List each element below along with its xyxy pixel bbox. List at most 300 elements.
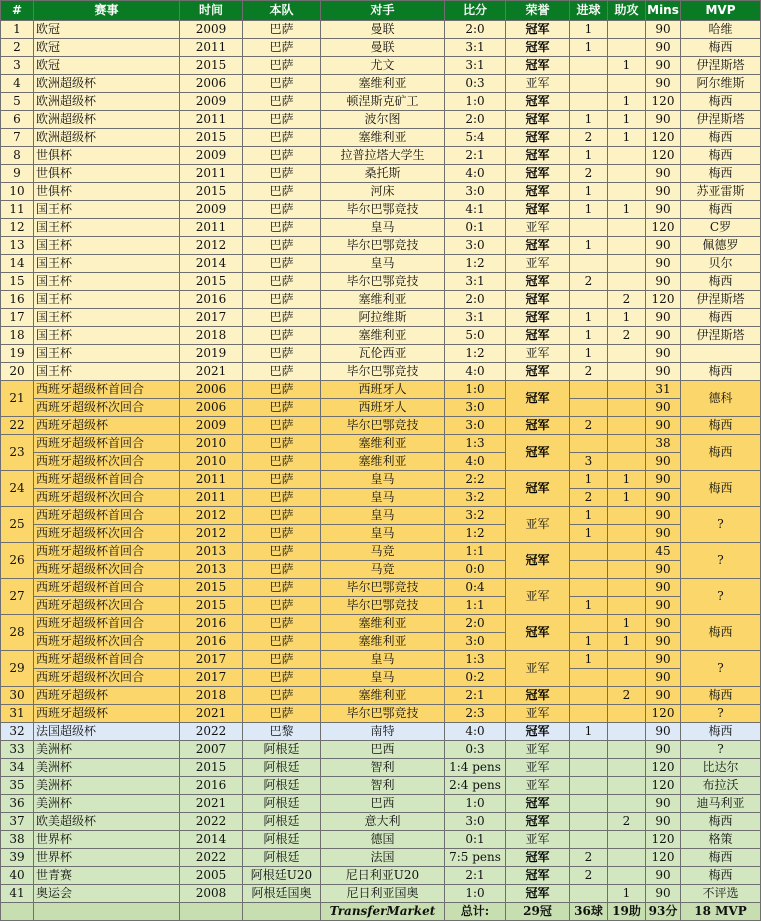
- opponent-cell: 皇马: [321, 525, 445, 543]
- table-row: [1, 525, 761, 543]
- assists-cell: [608, 669, 646, 687]
- assists-cell: [608, 741, 646, 759]
- opponent-cell: 桑托斯: [321, 165, 445, 183]
- event-cell: 国王杯: [34, 255, 180, 273]
- assists-cell: [608, 525, 646, 543]
- total-mins: 93分: [646, 903, 681, 921]
- table-row: [1, 237, 761, 255]
- year-cell: 2011: [180, 489, 243, 507]
- assists-cell: [608, 363, 646, 381]
- year-cell: 2011: [180, 39, 243, 57]
- mins-cell: 90: [646, 507, 681, 525]
- team-cell: 巴萨: [243, 291, 321, 309]
- opponent-cell: 皇马: [321, 489, 445, 507]
- header-mvp: MVP: [681, 1, 761, 21]
- score-cell: 3:1: [445, 39, 506, 57]
- goals-cell: 1: [570, 471, 608, 489]
- mins-cell: 90: [646, 561, 681, 579]
- team-cell: 巴萨: [243, 399, 321, 417]
- score-cell: 2:1: [445, 147, 506, 165]
- opponent-cell: 西班牙人: [321, 381, 445, 399]
- year-cell: 2016: [180, 633, 243, 651]
- assists-cell: [608, 165, 646, 183]
- year-cell: 2017: [180, 669, 243, 687]
- event-cell: 西班牙超级杯次回合: [34, 453, 180, 471]
- row-index: 23: [1, 435, 34, 471]
- assists-cell: [608, 831, 646, 849]
- team-cell: 巴萨: [243, 471, 321, 489]
- assists-cell: 1: [608, 885, 646, 903]
- goals-cell: 1: [570, 309, 608, 327]
- row-index: 20: [1, 363, 34, 381]
- header-assists: 助攻: [608, 1, 646, 21]
- row-index: 9: [1, 165, 34, 183]
- mvp-cell: 阿尔维斯: [681, 75, 761, 93]
- year-cell: 2019: [180, 345, 243, 363]
- score-cell: 1:0: [445, 795, 506, 813]
- opponent-cell: 阿拉维斯: [321, 309, 445, 327]
- year-cell: 2014: [180, 831, 243, 849]
- mins-cell: 90: [646, 399, 681, 417]
- event-cell: 国王杯: [34, 201, 180, 219]
- mins-cell: 90: [646, 201, 681, 219]
- opponent-cell: 巴西: [321, 795, 445, 813]
- honor-cell: 冠军: [506, 57, 570, 75]
- event-cell: 欧美超级杯: [34, 813, 180, 831]
- honor-cell: 冠军: [506, 129, 570, 147]
- team-cell: 巴萨: [243, 705, 321, 723]
- goals-cell: [570, 777, 608, 795]
- honor-cell: 冠军: [506, 291, 570, 309]
- opponent-cell: 西班牙人: [321, 399, 445, 417]
- event-cell: 西班牙超级杯次回合: [34, 399, 180, 417]
- score-cell: 0:1: [445, 219, 506, 237]
- honor-cell: 冠军: [506, 813, 570, 831]
- mins-cell: 120: [646, 831, 681, 849]
- mins-cell: 120: [646, 849, 681, 867]
- honor-cell: 亚军: [506, 705, 570, 723]
- assists-cell: [608, 219, 646, 237]
- goals-cell: 1: [570, 237, 608, 255]
- opponent-cell: 塞维利亚: [321, 129, 445, 147]
- score-cell: 5:0: [445, 327, 506, 345]
- honor-cell: 冠军: [506, 21, 570, 39]
- table-row: [1, 309, 761, 327]
- assists-cell: [608, 453, 646, 471]
- event-cell: 国王杯: [34, 237, 180, 255]
- team-cell: 巴萨: [243, 75, 321, 93]
- year-cell: 2006: [180, 75, 243, 93]
- team-cell: 阿根廷: [243, 831, 321, 849]
- goals-cell: [570, 219, 608, 237]
- opponent-cell: 毕尔巴鄂竞技: [321, 273, 445, 291]
- opponent-cell: 塞维利亚: [321, 453, 445, 471]
- team-cell: 阿根廷: [243, 759, 321, 777]
- honor-cell: 亚军: [506, 255, 570, 273]
- mins-cell: 120: [646, 129, 681, 147]
- score-cell: 3:0: [445, 237, 506, 255]
- honor-cell: 亚军: [506, 777, 570, 795]
- row-index: 12: [1, 219, 34, 237]
- team-cell: 阿根廷国奥: [243, 885, 321, 903]
- team-cell: 巴萨: [243, 21, 321, 39]
- table-row: [1, 831, 761, 849]
- assists-cell: [608, 39, 646, 57]
- row-index: 32: [1, 723, 34, 741]
- totals-row: [1, 903, 761, 921]
- score-cell: 4:0: [445, 363, 506, 381]
- team-cell: 巴萨: [243, 687, 321, 705]
- team-cell: 巴萨: [243, 273, 321, 291]
- mvp-cell: 梅西: [681, 867, 761, 885]
- assists-cell: 1: [608, 615, 646, 633]
- team-cell: 阿根廷: [243, 795, 321, 813]
- table-row: [1, 579, 761, 597]
- header-honor: 荣誉: [506, 1, 570, 21]
- event-cell: 国王杯: [34, 309, 180, 327]
- year-cell: 2011: [180, 219, 243, 237]
- honor-cell: 冠军: [506, 381, 570, 417]
- opponent-cell: 顿涅斯克矿工: [321, 93, 445, 111]
- year-cell: 2013: [180, 543, 243, 561]
- event-cell: 西班牙超级杯首回合: [34, 543, 180, 561]
- goals-cell: [570, 75, 608, 93]
- row-index: 35: [1, 777, 34, 795]
- total-titles: 29冠: [506, 903, 570, 921]
- event-cell: 国王杯: [34, 273, 180, 291]
- assists-cell: 1: [608, 309, 646, 327]
- opponent-cell: 皇马: [321, 219, 445, 237]
- score-cell: 2:3: [445, 705, 506, 723]
- event-cell: 世俱杯: [34, 165, 180, 183]
- opponent-cell: 皇马: [321, 669, 445, 687]
- table-row: [1, 759, 761, 777]
- mins-cell: 90: [646, 111, 681, 129]
- header-team: 本队: [243, 1, 321, 21]
- year-cell: 2022: [180, 849, 243, 867]
- header-event: 赛事: [34, 1, 180, 21]
- event-cell: 西班牙超级杯首回合: [34, 507, 180, 525]
- honor-cell: 冠军: [506, 273, 570, 291]
- opponent-cell: 巴西: [321, 741, 445, 759]
- opponent-cell: 曼联: [321, 21, 445, 39]
- year-cell: 2015: [180, 597, 243, 615]
- mins-cell: 120: [646, 93, 681, 111]
- score-cell: 2:1: [445, 687, 506, 705]
- goals-cell: [570, 381, 608, 399]
- year-cell: 2006: [180, 399, 243, 417]
- event-cell: 美洲杯: [34, 795, 180, 813]
- row-index: 8: [1, 147, 34, 165]
- goals-cell: [570, 93, 608, 111]
- opponent-cell: 瓦伦西亚: [321, 345, 445, 363]
- mvp-cell: 梅西: [681, 273, 761, 291]
- row-index: 7: [1, 129, 34, 147]
- opponent-cell: 塞维利亚: [321, 615, 445, 633]
- goals-cell: [570, 669, 608, 687]
- goals-cell: 1: [570, 39, 608, 57]
- goals-cell: [570, 399, 608, 417]
- mvp-cell: 梅西: [681, 93, 761, 111]
- goals-cell: [570, 57, 608, 75]
- year-cell: 2022: [180, 813, 243, 831]
- honor-cell: 亚军: [506, 651, 570, 687]
- event-cell: 欧冠: [34, 21, 180, 39]
- mins-cell: 90: [646, 795, 681, 813]
- goals-cell: 1: [570, 183, 608, 201]
- row-index: 29: [1, 651, 34, 687]
- header-score: 比分: [445, 1, 506, 21]
- score-cell: 4:0: [445, 723, 506, 741]
- table-row: [1, 291, 761, 309]
- mins-cell: 90: [646, 813, 681, 831]
- score-cell: 2:0: [445, 615, 506, 633]
- total-assists: 19助: [608, 903, 646, 921]
- table-row: [1, 255, 761, 273]
- mins-cell: 90: [646, 651, 681, 669]
- event-cell: 西班牙超级杯: [34, 687, 180, 705]
- totals-blank-3: [180, 903, 243, 921]
- event-cell: 西班牙超级杯首回合: [34, 381, 180, 399]
- mvp-cell: 梅西: [681, 309, 761, 327]
- goals-cell: 2: [570, 129, 608, 147]
- table-row: [1, 165, 761, 183]
- honor-cell: 冠军: [506, 183, 570, 201]
- honor-cell: 亚军: [506, 831, 570, 849]
- mvp-cell: 梅西: [681, 435, 761, 471]
- mins-cell: 120: [646, 291, 681, 309]
- table-row: [1, 471, 761, 489]
- mins-cell: 90: [646, 309, 681, 327]
- assists-cell: [608, 507, 646, 525]
- goals-cell: 1: [570, 597, 608, 615]
- year-cell: 2022: [180, 723, 243, 741]
- year-cell: 2012: [180, 507, 243, 525]
- mvp-cell: 不评选: [681, 885, 761, 903]
- row-index: 10: [1, 183, 34, 201]
- table-row: [1, 453, 761, 471]
- honor-cell: 冠军: [506, 615, 570, 651]
- row-index: 17: [1, 309, 34, 327]
- row-index: 6: [1, 111, 34, 129]
- row-index: 30: [1, 687, 34, 705]
- team-cell: 巴萨: [243, 633, 321, 651]
- assists-cell: [608, 75, 646, 93]
- team-cell: 巴萨: [243, 93, 321, 111]
- opponent-cell: 波尔图: [321, 111, 445, 129]
- year-cell: 2009: [180, 201, 243, 219]
- assists-cell: 1: [608, 129, 646, 147]
- team-cell: 巴萨: [243, 507, 321, 525]
- table-row: [1, 849, 761, 867]
- mvp-cell: 贝尔: [681, 255, 761, 273]
- row-index: 25: [1, 507, 34, 543]
- goals-cell: 1: [570, 345, 608, 363]
- mins-cell: 90: [646, 885, 681, 903]
- mins-cell: 90: [646, 579, 681, 597]
- event-cell: 世界杯: [34, 831, 180, 849]
- mvp-cell: 梅西: [681, 129, 761, 147]
- goals-cell: [570, 255, 608, 273]
- table-row: [1, 129, 761, 147]
- goals-cell: [570, 561, 608, 579]
- score-cell: 4:1: [445, 201, 506, 219]
- row-index: 31: [1, 705, 34, 723]
- team-cell: 巴萨: [243, 669, 321, 687]
- event-cell: 世俱杯: [34, 147, 180, 165]
- team-cell: 巴萨: [243, 525, 321, 543]
- honor-cell: 亚军: [506, 741, 570, 759]
- event-cell: 美洲杯: [34, 741, 180, 759]
- team-cell: 巴萨: [243, 435, 321, 453]
- mins-cell: 90: [646, 183, 681, 201]
- honor-cell: 亚军: [506, 219, 570, 237]
- score-cell: 0:3: [445, 741, 506, 759]
- goals-cell: [570, 795, 608, 813]
- table-row: [1, 741, 761, 759]
- score-cell: 3:0: [445, 417, 506, 435]
- team-cell: 巴萨: [243, 327, 321, 345]
- mvp-cell: 梅西: [681, 147, 761, 165]
- opponent-cell: 皇马: [321, 255, 445, 273]
- mvp-cell: 梅西: [681, 813, 761, 831]
- assists-cell: [608, 849, 646, 867]
- year-cell: 2014: [180, 255, 243, 273]
- mvp-cell: 格策: [681, 831, 761, 849]
- row-index: 39: [1, 849, 34, 867]
- year-cell: 2011: [180, 471, 243, 489]
- honor-cell: 冠军: [506, 201, 570, 219]
- mins-cell: 90: [646, 597, 681, 615]
- table-row: [1, 381, 761, 399]
- table-row: [1, 183, 761, 201]
- year-cell: 2012: [180, 237, 243, 255]
- mins-cell: 90: [646, 345, 681, 363]
- assists-cell: 1: [608, 471, 646, 489]
- team-cell: 巴萨: [243, 543, 321, 561]
- assists-cell: [608, 417, 646, 435]
- score-cell: 2:4 pens: [445, 777, 506, 795]
- table-row: [1, 345, 761, 363]
- mins-cell: 120: [646, 147, 681, 165]
- mins-cell: 90: [646, 741, 681, 759]
- mins-cell: 120: [646, 759, 681, 777]
- year-cell: 2015: [180, 759, 243, 777]
- score-cell: 1:0: [445, 381, 506, 399]
- mvp-cell: 梅西: [681, 165, 761, 183]
- mins-cell: 90: [646, 57, 681, 75]
- year-cell: 2015: [180, 273, 243, 291]
- event-cell: 西班牙超级杯次回合: [34, 597, 180, 615]
- assists-cell: [608, 795, 646, 813]
- year-cell: 2011: [180, 165, 243, 183]
- mvp-cell: ?: [681, 705, 761, 723]
- assists-cell: 2: [608, 813, 646, 831]
- opponent-cell: 智利: [321, 759, 445, 777]
- mins-cell: 90: [646, 525, 681, 543]
- goals-cell: [570, 687, 608, 705]
- opponent-cell: 塞维利亚: [321, 291, 445, 309]
- year-cell: 2010: [180, 453, 243, 471]
- honor-cell: 冠军: [506, 327, 570, 345]
- score-cell: 0:4: [445, 579, 506, 597]
- opponent-cell: 塞维利亚: [321, 633, 445, 651]
- opponent-cell: 智利: [321, 777, 445, 795]
- table-row: [1, 813, 761, 831]
- mvp-cell: ?: [681, 543, 761, 579]
- mins-cell: 120: [646, 777, 681, 795]
- opponent-cell: 塞维利亚: [321, 435, 445, 453]
- assists-cell: [608, 381, 646, 399]
- mins-cell: 90: [646, 489, 681, 507]
- team-cell: 巴萨: [243, 597, 321, 615]
- team-cell: 巴萨: [243, 453, 321, 471]
- row-index: 26: [1, 543, 34, 579]
- row-index: 33: [1, 741, 34, 759]
- team-cell: 阿根廷: [243, 777, 321, 795]
- mvp-cell: 梅西: [681, 471, 761, 507]
- score-cell: 3:0: [445, 633, 506, 651]
- team-cell: 阿根廷: [243, 741, 321, 759]
- goals-cell: 1: [570, 21, 608, 39]
- team-cell: 巴萨: [243, 651, 321, 669]
- goals-cell: 2: [570, 273, 608, 291]
- team-cell: 巴萨: [243, 561, 321, 579]
- year-cell: 2010: [180, 435, 243, 453]
- mvp-cell: [681, 345, 761, 363]
- table-row: [1, 57, 761, 75]
- score-cell: 4:0: [445, 453, 506, 471]
- score-cell: 2:0: [445, 21, 506, 39]
- team-cell: 阿根廷U20: [243, 867, 321, 885]
- honor-cell: 冠军: [506, 237, 570, 255]
- table-row: [1, 633, 761, 651]
- mins-cell: 90: [646, 867, 681, 885]
- honor-cell: 冠军: [506, 435, 570, 471]
- mins-cell: 45: [646, 543, 681, 561]
- honor-cell: 冠军: [506, 309, 570, 327]
- event-cell: 国王杯: [34, 219, 180, 237]
- goals-cell: [570, 435, 608, 453]
- honor-cell: 亚军: [506, 579, 570, 615]
- mvp-cell: 迪马利亚: [681, 795, 761, 813]
- assists-cell: [608, 255, 646, 273]
- event-cell: 世青赛: [34, 867, 180, 885]
- score-cell: 1:3: [445, 435, 506, 453]
- score-cell: 1:1: [445, 597, 506, 615]
- honor-cell: 冠军: [506, 885, 570, 903]
- year-cell: 2009: [180, 21, 243, 39]
- assists-cell: [608, 579, 646, 597]
- table-row: [1, 219, 761, 237]
- event-cell: 美洲杯: [34, 777, 180, 795]
- opponent-cell: 毕尔巴鄂竞技: [321, 705, 445, 723]
- mins-cell: 90: [646, 273, 681, 291]
- source-mark: TransferMarket: [321, 903, 445, 921]
- opponent-cell: 法国: [321, 849, 445, 867]
- honor-cell: 冠军: [506, 147, 570, 165]
- total-goals: 36球: [570, 903, 608, 921]
- score-cell: 1:2: [445, 255, 506, 273]
- goals-cell: [570, 615, 608, 633]
- header-year: 时间: [180, 1, 243, 21]
- row-index: 41: [1, 885, 34, 903]
- year-cell: 2009: [180, 417, 243, 435]
- year-cell: 2006: [180, 381, 243, 399]
- team-cell: 巴萨: [243, 129, 321, 147]
- assists-cell: [608, 435, 646, 453]
- row-index: 16: [1, 291, 34, 309]
